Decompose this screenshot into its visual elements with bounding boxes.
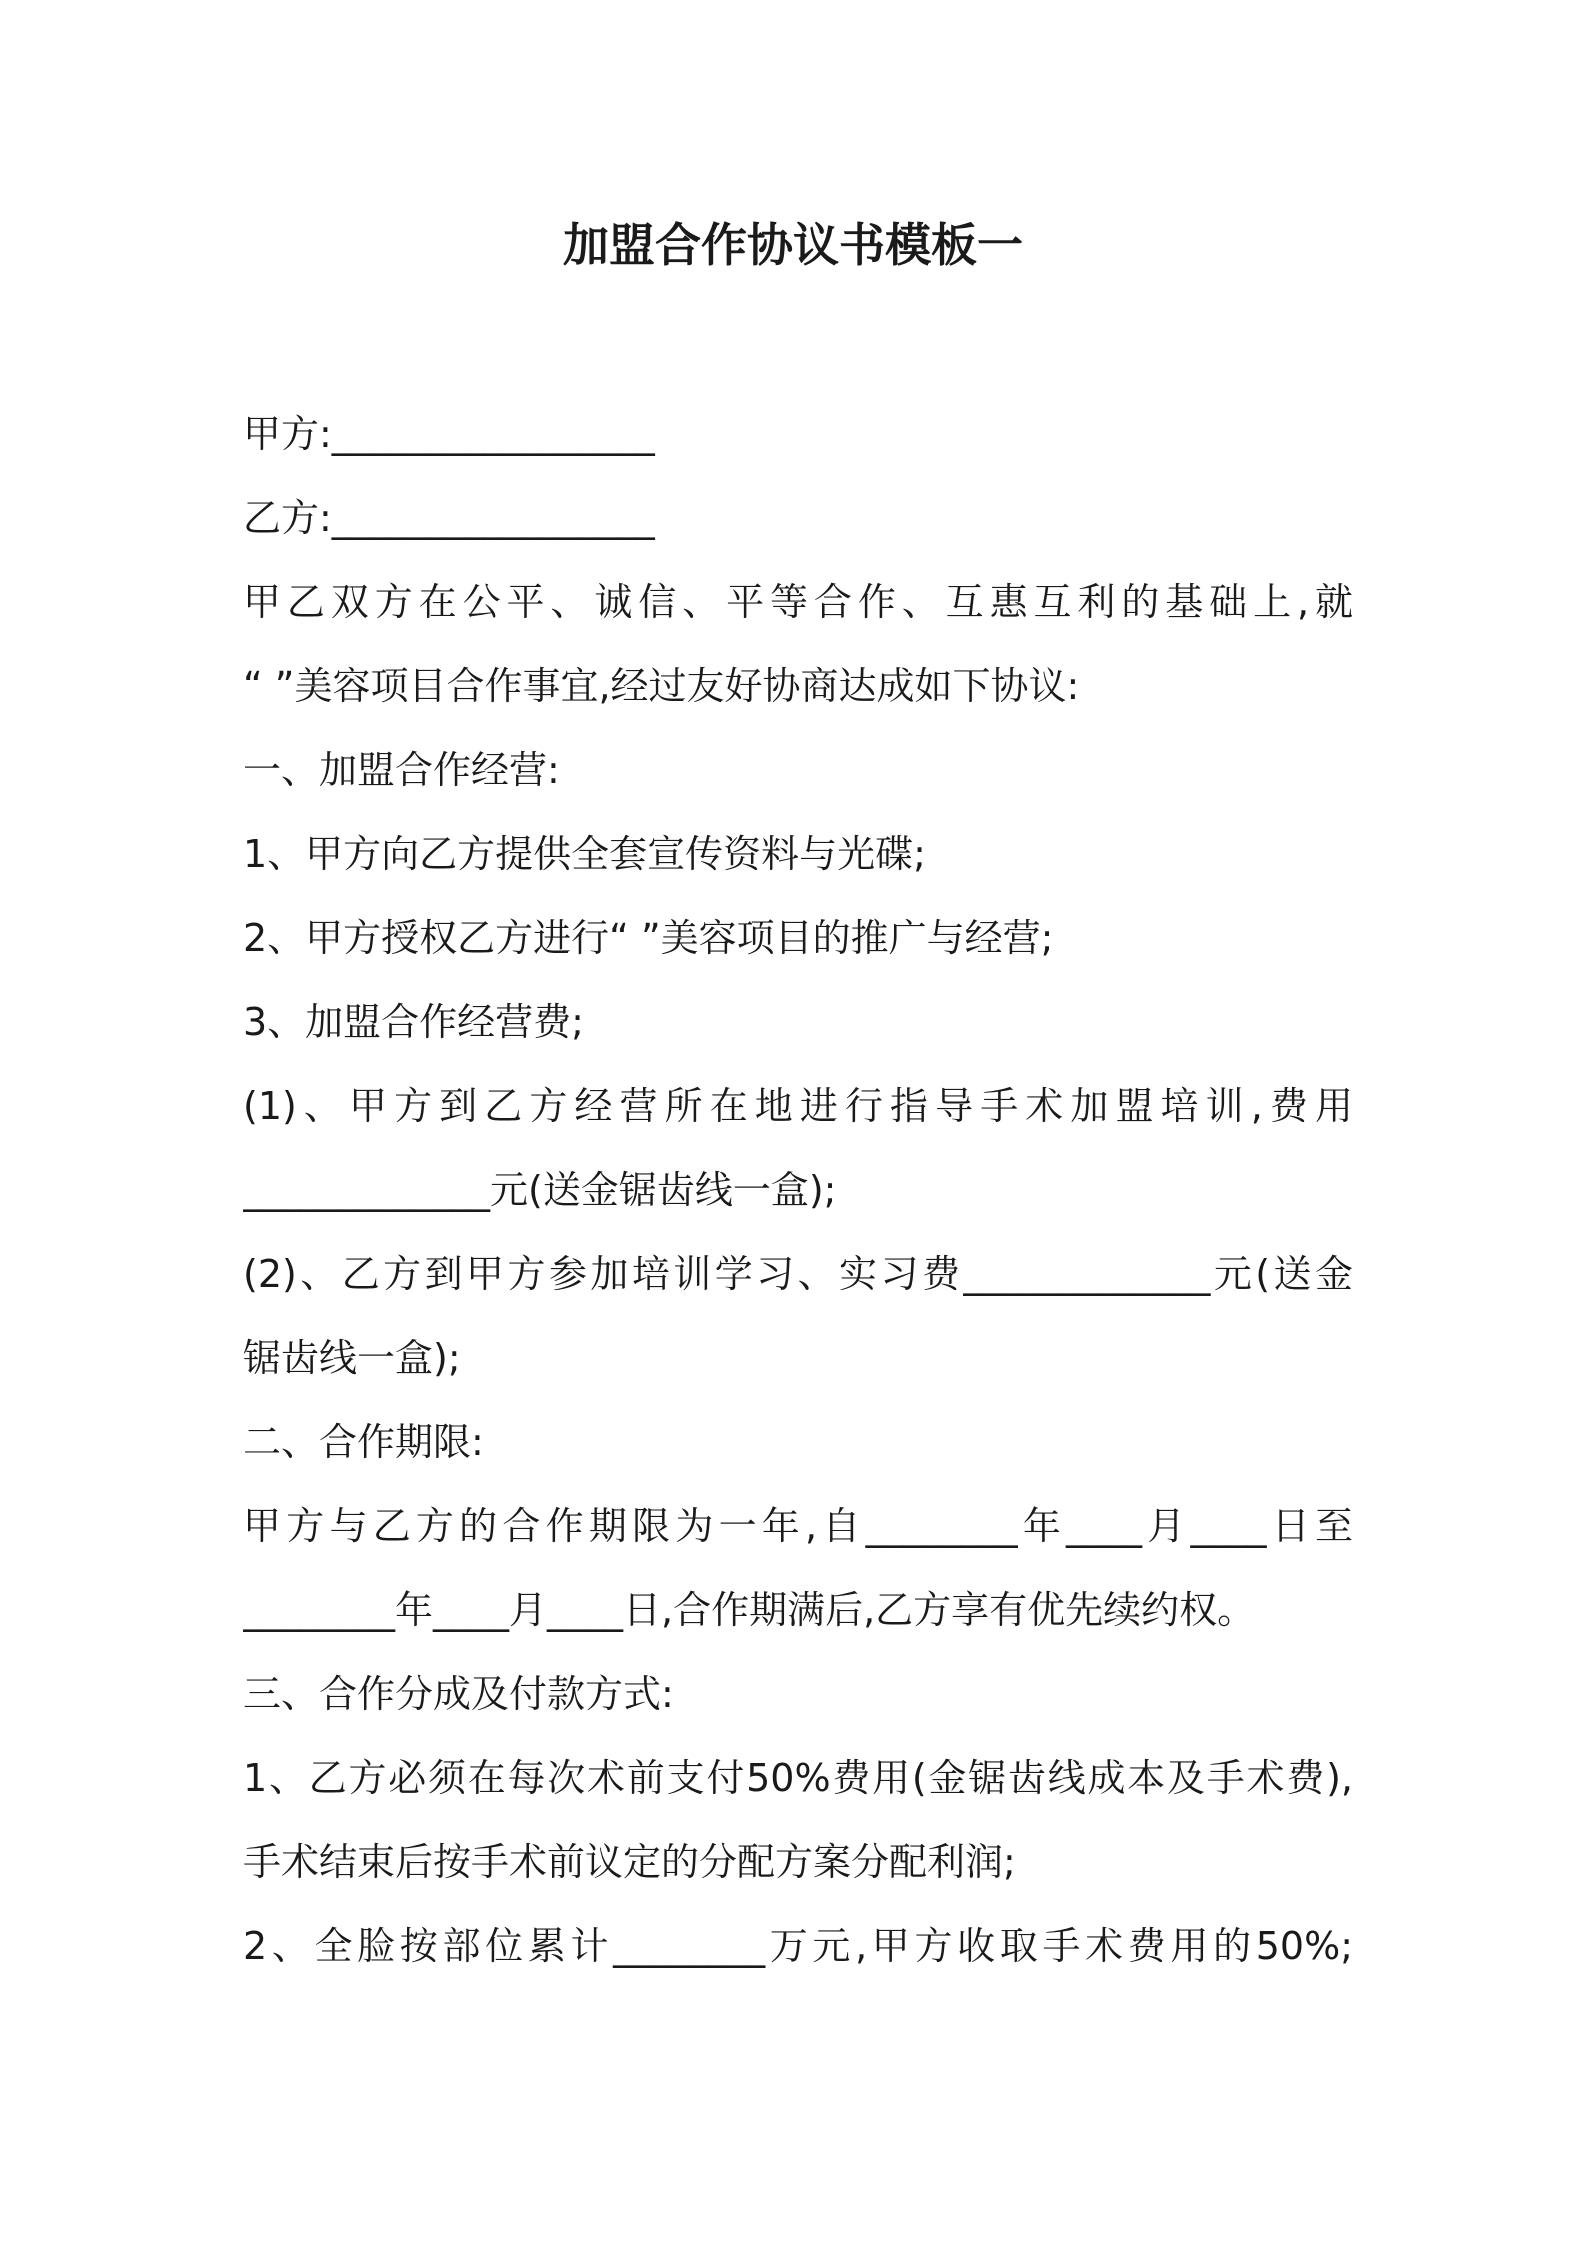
- clause-3-2: 2、全脸按部位累计________万元,甲方收取手术费用的50%;: [243, 1924, 1353, 1968]
- clause-1-3-2-line-2: 锯齿线一盒);: [243, 1336, 461, 1380]
- party-a-line: 甲方:_________________: [243, 412, 655, 456]
- section-1-heading: 一、加盟合作经营:: [243, 748, 560, 792]
- intro-line-1: 甲乙双方在公平、诚信、平等合作、互惠互利的基础上,就: [243, 580, 1353, 624]
- clause-1-3-1-line-2: _____________元(送金锯齿线一盒);: [243, 1168, 837, 1212]
- section-3-heading: 三、合作分成及付款方式:: [243, 1672, 674, 1716]
- clause-3-1-line-2: 手术结束后按手术前议定的分配方案分配利润;: [243, 1840, 1016, 1884]
- clause-1-2: 2、甲方授权乙方进行“ ”美容项目的推广与经营;: [243, 916, 1054, 960]
- document-title: 加盟合作协议书模板一: [563, 218, 1023, 272]
- clause-1-1: 1、甲方向乙方提供全套宣传资料与光碟;: [243, 832, 926, 876]
- term-line-2: ________年____月____日,合作期满后,乙方享有优先续约权。: [243, 1588, 1256, 1632]
- clause-1-3: 3、加盟合作经营费;: [243, 1000, 584, 1044]
- clause-1-3-1-line-1: (1)、甲方到乙方经营所在地进行指导手术加盟培训,费用: [243, 1084, 1353, 1128]
- term-line-1: 甲方与乙方的合作期限为一年,自________年____月____日至: [243, 1504, 1353, 1548]
- section-2-heading: 二、合作期限:: [243, 1420, 484, 1464]
- intro-line-2: “ ”美容项目合作事宜,经过友好协商达成如下协议:: [243, 664, 1080, 708]
- party-b-line: 乙方:_________________: [243, 496, 655, 540]
- clause-3-1-line-1: 1、乙方必须在每次术前支付50%费用(金锯齿线成本及手术费),: [243, 1756, 1353, 1800]
- clause-1-3-2-line-1: (2)、乙方到甲方参加培训学习、实习费_____________元(送金: [243, 1252, 1353, 1296]
